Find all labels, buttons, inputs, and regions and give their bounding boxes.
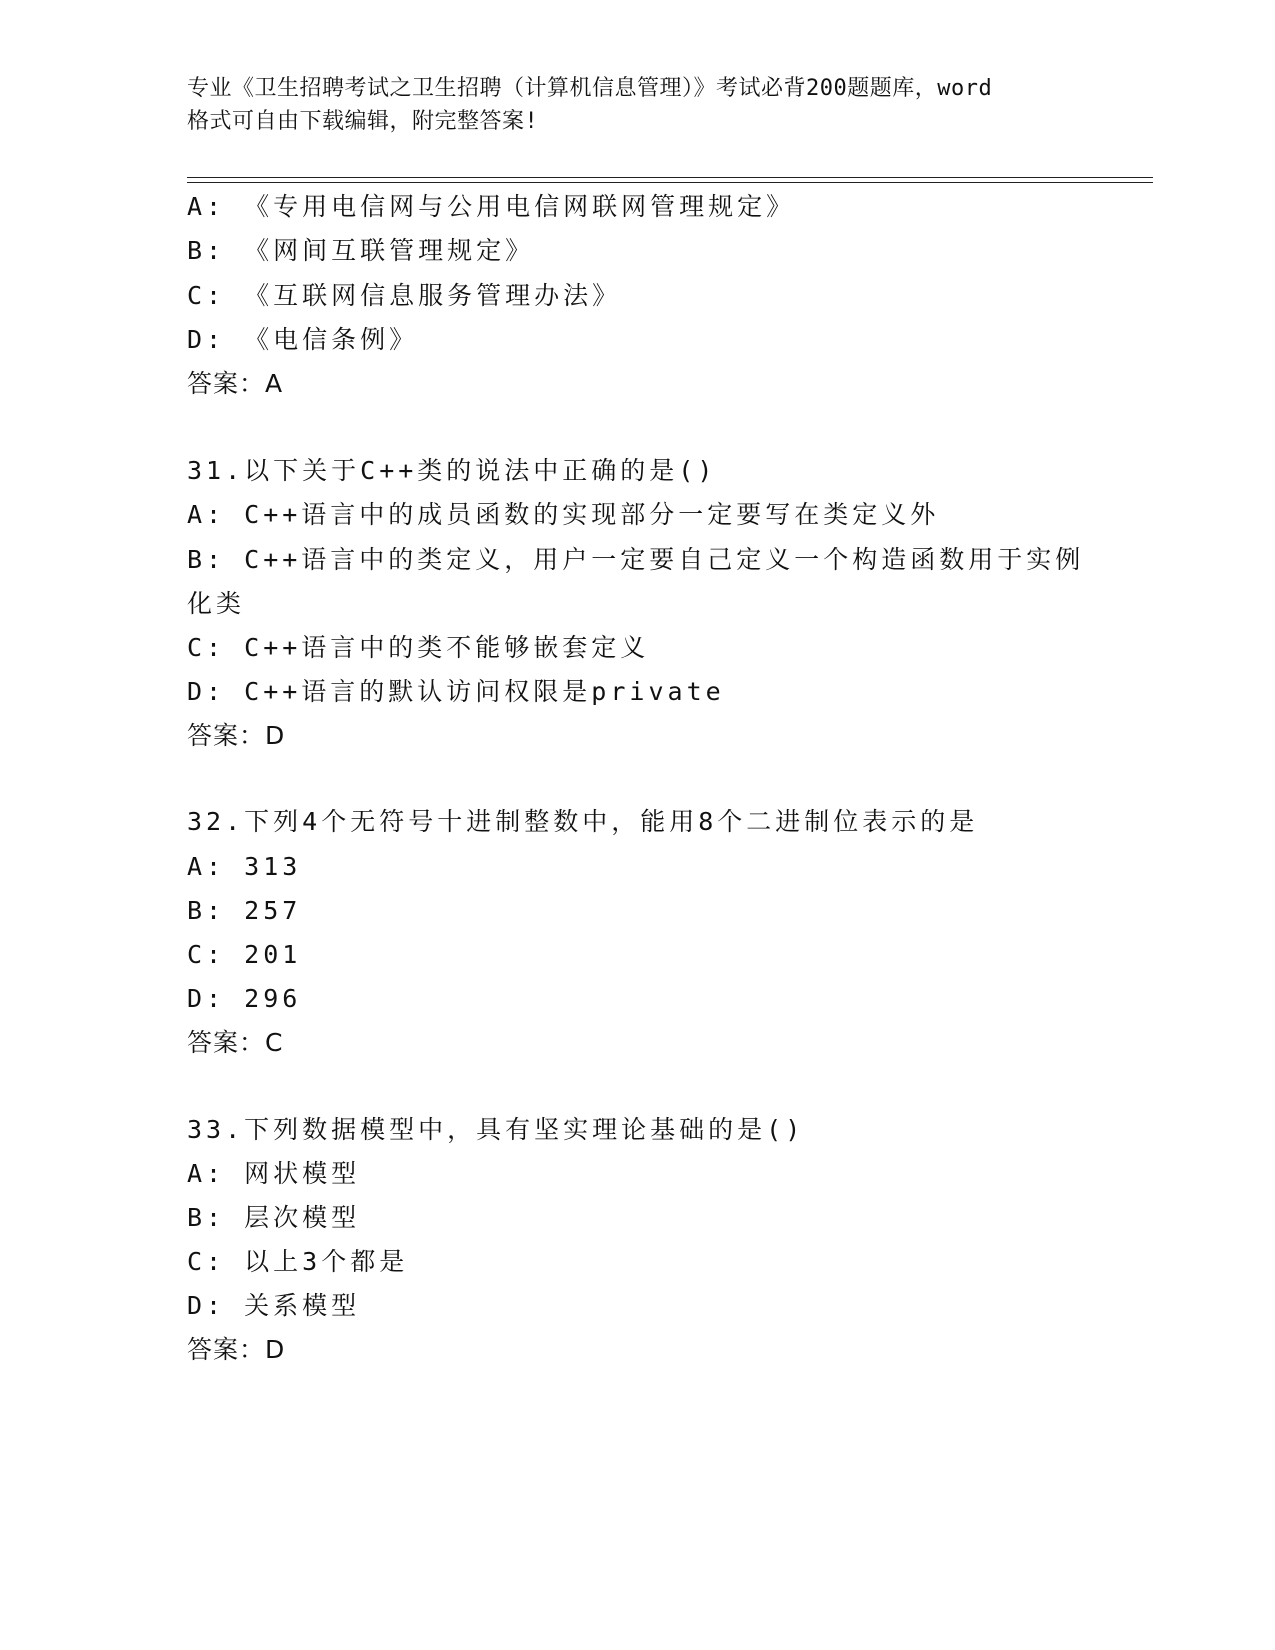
intro-line-2: 格式可自由下载编辑，附完整答案! [187, 109, 539, 134]
option-c: C: C++语言中的类不能够嵌套定义 [187, 633, 650, 662]
question-text: 32.下列4个无符号十进制整数中，能用8个二进制位表示的是 [187, 807, 979, 836]
intro-line-1: 专业《卫生招聘考试之卫生招聘（计算机信息管理）》考试必背200题题库，word [187, 76, 993, 101]
answer: 答案：A [187, 369, 284, 398]
option-b: B: 257 [187, 896, 302, 925]
question-text: 31.以下关于C++类的说法中正确的是() [187, 456, 717, 485]
document-intro [187, 72, 1087, 138]
option-a: A: C++语言中的成员函数的实现部分一定要写在类定义外 [187, 500, 940, 529]
option-d: D: C++语言的默认访问权限是private [187, 677, 725, 706]
option-a: A: 网状模型 [187, 1159, 361, 1188]
question-text: 33.下列数据模型中，具有坚实理论基础的是() [187, 1115, 805, 1144]
option-c: C: 《互联网信息服务管理办法》 [187, 281, 622, 310]
header-divider-bottom [187, 182, 1153, 183]
answer: 答案：C [187, 1028, 284, 1057]
option-c: C: 201 [187, 940, 302, 969]
option-b: B: C++语言中的类定义，用户一定要自己定义一个构造函数用于实例 [187, 545, 1085, 574]
option-b: B: 层次模型 [187, 1203, 361, 1232]
option-b: B: 《网间互联管理规定》 [187, 236, 535, 265]
answer: 答案：D [187, 1335, 286, 1364]
option-d: D: 《电信条例》 [187, 325, 419, 354]
option-b-continuation: 化类 [187, 589, 246, 618]
option-a: A: 《专用电信网与公用电信网联网管理规定》 [187, 192, 796, 221]
option-a: A: 313 [187, 852, 302, 881]
option-d: D: 296 [187, 984, 302, 1013]
header-divider-top [187, 177, 1153, 178]
option-c: C: 以上3个都是 [187, 1247, 409, 1276]
answer: 答案：D [187, 721, 286, 750]
option-d: D: 关系模型 [187, 1291, 361, 1320]
